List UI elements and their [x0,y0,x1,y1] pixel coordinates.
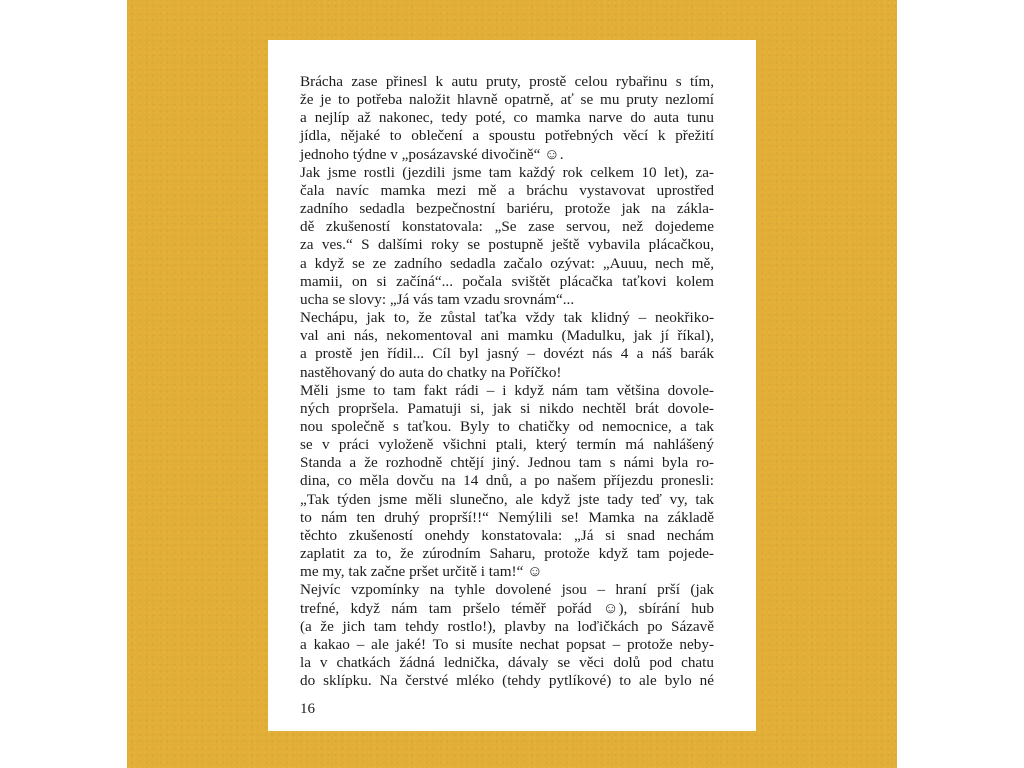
text-line: dě zkušeností konstatovala: „Se zase servou, než dojedeme [300,218,714,236]
text-line: Standa a že rozhodně chtějí jiný. Jednou tam s námi byla ro- [300,454,714,472]
text-line: těchto zkušeností onehdy konstatovala: „Já si snad nechám [300,526,714,544]
text-line: mamii, on si začíná“... počala svištět plácačka taťkovi kolem [300,272,714,290]
text-line: se v práci vyloženě všichni ptali, který termín má nahlášený [300,436,714,454]
text-line: a nejlíp až nakonec, tedy poté, co mamka narve do auta tunu [300,109,714,127]
text-line: a prostě jen řídil... Cíl byl jasný – dovézt nás 4 a náš barák [300,345,714,363]
text-line: Nejvíc vzpomínky na tyhle dovolené jsou – hraní prší (jak [300,581,714,599]
text-line: trefné, když nám tam pršelo téměř pořád ☺), sbírání hub [300,599,714,617]
book-page [268,40,756,731]
text-line: dina, co měla dovču na 14 dnů, a po našem příjezdu pronesli: [300,472,714,490]
left-margin [0,0,127,768]
text-line: val ani nás, nekomentoval ani mamku (Madulku, jak jí říkal), [300,327,714,345]
text-line: Měli jsme to tam fakt rádi – i když nám tam většina dovole- [300,381,714,399]
text-line: že je to potřeba naložit hlavně opatrně, ať se mu pruty nezlomí [300,91,714,109]
text-line: zadního sedadla bezpečnostní bariéru, protože jak na zákla- [300,200,714,218]
text-line: Jak jsme rostli (jezdili jsme tam každý rok celkem 10 let), za- [300,163,714,181]
page-number: 16 [300,701,315,717]
text-line: Nechápu, jak to, že zůstal taťka vždy tak klidný – neokřiko- [300,309,714,327]
text-line: „Tak týden jsme měli slunečno, ale když jste tady teď vy, tak [300,490,714,508]
text-line: Brácha zase přinesl k autu pruty, prostě celou rybařinu s tím, [300,73,714,90]
text-line: jednoho týdne v „posázavské divočině“ ☺. [300,145,564,163]
text-line: a kakao – ale jaké! To si musíte nechat popsat – protože neby- [300,635,714,653]
text-line: la v chatkách žádná lednička, dávaly se věci dolů pod chatu [300,654,714,671]
body-text [300,73,714,690]
text-line: ucha se slovy: „Já vás tam vzadu srovnám“... [300,290,575,308]
text-line: a když se ze zadního sedadla začalo ozývat: „Auuu, nech mě, [300,254,714,272]
text-line: nastěhovaný do auta do chatky na Poříčko! [300,363,562,381]
right-margin [897,0,1024,768]
text-line: do sklípku. Na čerstvé mléko (tehdy pytlíkové) to ale bylo né [300,672,714,690]
text-line: me my, tak začne pršet určitě i tam!“ ☺ [300,563,543,581]
text-line: jídla, nějaké to oblečení a spoustu potřebných věcí k přežití [300,127,714,145]
text-line: to nám ten druhý proprší!!“ Nemýlili se! Mamka na základě [300,508,714,526]
text-line: nou společně s taťkou. Byly to chatičky od nemocnice, a tak [300,417,714,435]
text-line: za ves.“ S dalšími roky se postupně ještě vybavila plácačkou, [300,236,714,254]
text-line: ných propršela. Pamatuji si, jak si nikdo nechtěl brát dovole- [300,399,714,417]
text-line: (a že jich tam tehdy rostlo!), plavby na loďičkách po Sázavě [300,617,714,635]
text-line: čala navíc mamka mezi mě a bráchu vystavovat uprostřed [300,181,714,199]
text-line: zaplatit za to, že zúrodním Saharu, protože když tam pojede- [300,545,714,563]
